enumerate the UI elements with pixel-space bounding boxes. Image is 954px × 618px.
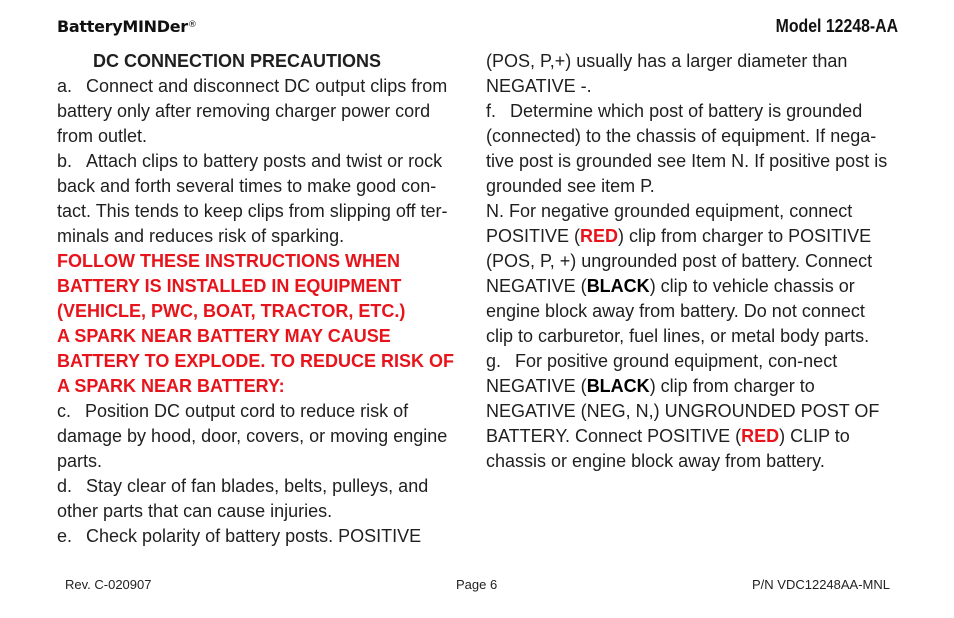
red-label: RED xyxy=(580,226,619,246)
left-column xyxy=(57,49,467,549)
page-number: Page 6 xyxy=(456,577,498,592)
model-number: Model 12248-AA xyxy=(775,16,898,36)
item-n: N. For negative grounded equipment, connect POSITIVE (RED) clip from charger to POSITIVE (POS, P, +) ungrounded post of battery. Connect NEGATIVE (BLACK) clip to vehicle chassis or engine block away from battery. Do not connect clip to carburetor, fuel lines, or metal body parts. xyxy=(486,201,873,346)
item-e: e. Check polarity of battery posts. POSITIVE xyxy=(57,526,422,546)
brand-name: BatteryMINDer xyxy=(57,17,188,36)
brand-logo xyxy=(57,17,197,36)
revision-label: Rev. C-020907 xyxy=(65,577,152,592)
part-number: P/N VDC12248AA-MNL xyxy=(752,577,890,592)
black-label: BLACK xyxy=(586,276,650,296)
warning-install: FOLLOW THESE INSTRUCTIONS WHEN BATTERY IS INSTALLED IN EQUIPMENT (VEHICLE, PWC, BOAT, TRACTOR, ETC.) xyxy=(57,251,406,321)
item-g: g. For positive ground equipment, con-nect NEGATIVE (BLACK) clip from charger to NEGATIVE (NEG, N,) UNGROUNDED POST OF BATTERY. Connect POSITIVE (RED) CLIP to chassis or engine block away from battery. xyxy=(486,351,880,471)
item-a: a. Connect and disconnect DC output clips from battery only after removing charger power cord from outlet. xyxy=(57,76,448,146)
item-f: f. Determine which post of battery is grounded (connected) to the chassis of equipment. If nega-tive post is grounded see Item N. If positive post is grounded see item P. xyxy=(486,101,888,196)
right-column xyxy=(486,49,891,474)
section-heading: DC CONNECTION PRECAUTIONS xyxy=(92,51,381,71)
item-c: c. Position DC output cord to reduce risk of damage by hood, door, covers, or moving engine parts. xyxy=(57,401,448,471)
red-label: RED xyxy=(741,426,780,446)
registered-mark: ® xyxy=(187,20,197,30)
warning-spark: A SPARK NEAR BATTERY MAY CAUSE BATTERY TO EXPLODE. TO REDUCE RISK OF A SPARK NEAR BATTERY: xyxy=(57,326,455,396)
item-e-continued: (POS, P,+) usually has a larger diameter than NEGATIVE -. xyxy=(486,51,848,96)
item-b: b. Attach clips to battery posts and twist or rock back and forth several times to make good con-tact. This tends to keep clips from slipping off ter-minals and reduces risk of sparking. xyxy=(57,151,448,246)
item-d: d. Stay clear of fan blades, belts, pulleys, and other parts that can cause injuries. xyxy=(57,476,429,521)
black-label: BLACK xyxy=(586,376,650,396)
